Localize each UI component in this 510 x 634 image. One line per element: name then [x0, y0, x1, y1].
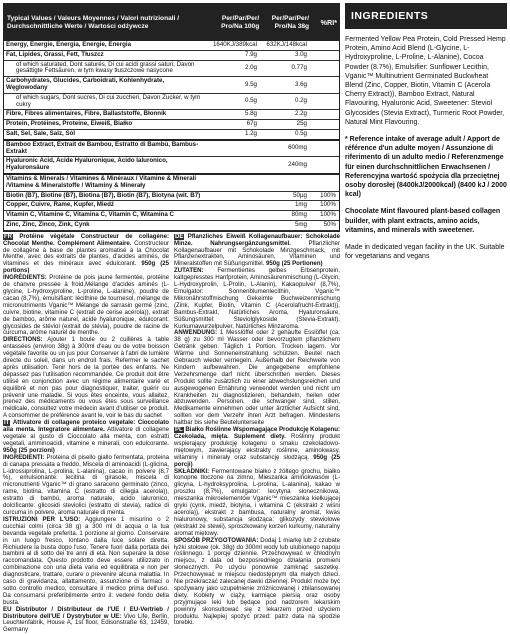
table-row: [4, 61, 339, 78]
made-in: Made in dedicated vegan facility in the UK. Suitable for vegetarians and vegans: [345, 244, 505, 261]
translations-de-pl: [174, 234, 340, 634]
language-tag: IT: [4, 420, 10, 427]
paragraph: [174, 427, 340, 468]
table-row: [4, 211, 339, 221]
row-label: Hyaluronic Acid, Acide Hyaluronique, Acido Ialuronico, Hyaluronsäure: [6, 157, 168, 172]
row-per100: 1640KJ/389kcal: [212, 41, 257, 48]
paragraph: [3, 275, 169, 337]
paragraph: [3, 517, 169, 607]
row-per38: 5mg: [294, 220, 307, 228]
row-per100: 2.0g: [244, 63, 257, 71]
row-ri: 100%: [320, 201, 336, 209]
row-per100: 1.2g: [244, 129, 257, 137]
paragraph: [3, 420, 169, 455]
row-per100: 9.5g: [244, 80, 257, 88]
row-per38: 80mg: [291, 211, 307, 219]
header-per38: Per/Par/Per/ Pro/Na 38g: [271, 15, 310, 30]
table-row: [4, 157, 339, 175]
row-per38: 3.6g: [294, 80, 307, 88]
paragraph-text: Attivatore di collagene proteico vegetale: Cioccolato alla menta. Integratore alimentare. Attivatore di collagene vegetale al gusto di Cioccolato alla menta, con estratti vegetali, amminoacidi, vitamine e minerali, con edulcorante. 950g (25 porzioni): [3, 419, 169, 454]
paragraph: [174, 469, 340, 538]
table-row: [4, 41, 339, 51]
paragraph-text: INGRÉDIENTS: Protéine de pois jaune fermentée, protéine de chanvre pressée à froid,Mélange d'acides aminés (L-glycine, L-hydroxyproline, L-proline, L-alanine), poudre de cacao (8,7%), émulsifiant: lécithine de tournesol, mélange de micronutriments Vganic™ Mélange de sarrasin germé (zinc, cuivre, biotine, vitamine C (extrait de cerise acérola)), extrait de bamboo, arôme naturel, acide hyaluronique, édulcorant: glycosides de stéviol (extrait de stévia), poudre de racine de curcuma, arôme naturel de menthe.: [3, 274, 169, 337]
table-row: [4, 94, 339, 111]
table-row: [4, 175, 339, 192]
paragraph: [3, 234, 169, 275]
table-row: [4, 130, 339, 141]
translations-fr-it: [3, 234, 169, 634]
row-per38: 2.2g: [294, 110, 307, 118]
paragraph-text: Pflanzliches Eiweiß Kollagenaufbauer: Schokolade Minze. Nahrungsergänzungsmittel. Pflanzlicher Kollagenaufbauer mit Schokolade Minzgeschmack, mit Pflanzenextrakten, Aminosäuren, Vitaminen und Mineralstoffen mit Süßungsmittel. 950g (25 Portionen): [174, 232, 340, 268]
table-row: [4, 51, 339, 61]
row-per38: 0.5g: [294, 129, 307, 137]
paragraph-text: DIRECTIONS: Ajouter 1 boule ou 2 cuillères à table entassées (environ 38g) à 300ml d'eau ou de votre boisson végétale favorite ou un jus pour Conserver à l'abri de lumière directe du soleil, dans un endroit frais. Refermer le sachet après utilisation. Tenir hors de la portée des enfants. Ne dépassez pas l'utilisation recommandée. Ce produit doit être utilisé en conjonction avec un régime alimentaire varié et équilibré et non pas pour diagnostiquer, traiter, guérir ou prévenir une maladie. Si vous êtes enceinte, vous allaitez, prenez des médicaments ou vous êtes sous surveillance médicale, consultez votre médecin avant d'utiliser ce produit. A consommer de préférence avant le, voir le bas du sachet: [3, 336, 169, 420]
paragraph-text: ISTRUZIONI PER L'USO: Aggiungere 1 misurino o 2 cucchiai colmi (circa 38 g) a 300 ml di acqua o la tua bevanda vegetale preferita. 1 porzione al giorno. Conservare in un luogo fresco, lontano dalla luce solare diretta. Richiudere la busta dopo l'uso. Tenere fuori dalla portata dei bambini al di sotto dei tre anni di età. Non superare la dose raccomandata. Questo prodotto deve essere utilizzato in combinazione con una dieta varia ed equilibrata e non per diagnosticare, trattare, curare o prevenire alcuna malattia. In caso di gravidanza, allattamento, assunzione di farmaci o sotto controllo medico, consultare il medico prima dell'uso. Da consumarsi preferibilmente entro il: vedere fondo della busta.: [3, 515, 169, 606]
table-row: [4, 221, 339, 231]
row-label: Biotin (B7), Biotine (B7), Biotina (B7), Biotin (B7), Biotyna (wit. B7): [6, 191, 201, 199]
paragraph-text: Białko Roślinne Wspomagające Produkcję Kolagenu: Czekolada, mięta. Suplement diety. Roślinny produkt wspierający produkcję kolagenu o smaku czekoladowo-miętowym, zawierający ekstrakty roślinne, aminokwasy, witaminy i minerały oraz substancję słodzącą. 950g (25 porcji): [174, 426, 340, 468]
nutrition-table-header: [4, 4, 339, 41]
row-per38: 600mg: [288, 144, 307, 152]
header-per100: Per/Par/Per/ Pro/Na 100g: [221, 15, 260, 30]
row-per38: 1mg: [294, 201, 307, 209]
nutrition-table: [3, 3, 340, 232]
row-label: Salt, Sel, Sale, Salz, Sól: [6, 129, 76, 137]
row-label: Energy, Energie, Energia, Energie, Energia: [6, 41, 132, 48]
row-label: Carbohydrates, Glucides, Carboidrati, Kohlenhydrate, Węglowodany: [6, 77, 165, 91]
row-per38: 632KJ/148kcal: [266, 41, 307, 48]
row-per100: 0.5g: [244, 97, 257, 105]
row-ri: 50%: [323, 220, 336, 228]
paragraph: [174, 538, 340, 628]
header-label: Typical Values / Valeurs Moyennes / Valori nutrizionali / Durchschnittliche Werte / Wartości odżywcze: [7, 15, 180, 30]
table-row: [4, 110, 339, 120]
paragraph-text: SKŁADNIKI: Fermentowane białko z żółtego grochu, białko konopne tłoczone na zimno, Mieszanka aminokwasów (L-glicyna, L-hydroksyprolina, L-prolina, L-alanina), kakao w proszku (8,7%), emulgator: lecytyna słonecznikowa, mieszanka mikroelementów Vganic™ mieszanka kiełkującej gryki (cynk, miedź, biotyna, i witamina C (ekstrakt z wiśni acerola)), ekstrakt z bambusa, naturalny aromat, kwas hialuronowy, substancja słodząca: glikozydy stewiolowe (ekstrakt ze stewii), sproszkowany korzeń kurkumy, naturalny aromat miętowy.: [174, 467, 340, 537]
table-row: [4, 192, 339, 202]
row-label: Fat, Lipides, Grassi, Fett, Tłuszcz: [6, 50, 104, 58]
row-label: Vitamin C, Vitamine C, Vitamina C, Vitamin C, Witamina C: [6, 211, 174, 219]
paragraph-text: ANWENDUNG: 1 Messlöffel oder 2 gehäufte Esslöffel (ca. 38 g) zu 300 ml Wasser oder bevorzugtem pflanzlichem Getränk geben. Täglich 1 Portion. Trocken lagern. Vor Wärme und Sonneneinstrahlung schützen. Beutel nach Gebrauch wieder verriegeln. Außerhalb der Reichweite von Kindern aufbewahren. Die angegebene empfohlene Verzehrsmenge darf nicht überschritten werden. Dieses Produkt sollte zusätzlich zu einer abwechslungsreichen und ausgewogenen Ernährung verwendet werden und nicht um Krankheiten zu diagnostizieren, behandeln, heilen oder abzuwenden. Personen, die schwanger sind, stillen, Medikamente einnehmen oder unter ärztlicher Aufsicht sind, sollten vor dem Verzehr ihren Arzt befragen. Mindestens haltbar bis siehe Beutelunterseite: [174, 329, 340, 427]
paragraph: [3, 455, 169, 517]
row-per100: 5.8g: [244, 110, 257, 118]
product-description: Chocolate Mint flavoured plant-based collagen builder, with plant extracts, amino acids, vitamins, and minerals with sweetener.: [345, 208, 501, 234]
row-ri: 100%: [320, 211, 336, 219]
language-tag: DE: [175, 233, 184, 240]
table-row: [4, 77, 339, 94]
translations: [3, 234, 340, 634]
left-panel: [3, 3, 340, 634]
ri-note: * Reference intake of average adult / Apport de référence d'un adulte moyen / Assunzione di riferimento di un adulto medio / Referenzmenge für einen durchschnittlichen Erwachsenen / Referencyjna wartość spożycia dla przeciętnej osoby dorosłej (8400kJ/2000kcal) (8400 kJ / 2000 kcal): [345, 136, 507, 199]
paragraph: [3, 607, 169, 634]
row-label: of which saturated, Dont saturés, Di cui acidi grassi saturi, Davon gesättigte Fettsäuren, w tym kwasy tłuszczowe nasycone: [16, 60, 195, 75]
row-per38: 240mg: [288, 160, 307, 168]
row-label: of which sugars, Dont sucres, Di cui zuccheri, Davon Zucker, w tym cukry: [16, 93, 201, 108]
language-tag: FR: [4, 233, 12, 240]
nutrition-table-body: [4, 41, 339, 231]
paragraph-text: Protéine végétale Constructeur de collagène: Chocolat Menthe. Complément Alimentaire. Constructeur de collagène à base de plantes aromatisé à la Chocolat Menthe, avec des extraits de plantes, d'acides aminés, de vitamines et des minéraux avec édulcorant. 950g (25 portions): [3, 232, 170, 275]
row-label: Protein, Protéines, Proteine, Eiweiß, Białko: [6, 120, 133, 128]
row-per38: 3.0g: [294, 50, 307, 58]
ingredients-list: Fermented Yellow Pea Protein, Cold Pressed Hemp Protein, Amino Acid Blend (L-Glycine, L-Hydroxyproline, L-Proline, L-Alanine), Cocoa Powder (8.7%), Emulsifier: Sunflower Lecithin, Vganic™ Multinutrient Germinated Buckwheat Blend (Zinc, Copper, Biotin, Vitamin C (Acerola Cherry Extract)), Bamboo Extract, Natural Flavouring, Hyaluronic Acid, Sweetener: Steviol Glycosides (Stevia Extract), Turmeric Root Powder, Natural Mint Flavouring.: [345, 36, 506, 126]
paragraph: [174, 234, 340, 269]
paragraph: [174, 268, 340, 330]
row-per100: 67g: [246, 120, 257, 128]
row-label: Bamboo Extract, Extrait de Bambou, Estratto di Bambù, Bambus-Extrakt: [6, 140, 199, 155]
row-label: Zinc, Zinc, Zinco, Zink, Cynk: [6, 220, 90, 228]
table-row: [4, 141, 339, 158]
row-per38: 0.2g: [294, 97, 307, 105]
row-per38: 25g: [296, 120, 307, 128]
paragraph-text: SPOSÓB PRZYGOTOWANIA: Dodaj 1 miarkę lub 2 czubate łyżki stołowe (ok. 38g) do 300ml wody lub ulubionego napoju roślinnego. 1 porcję dziennie. Przechowywać w chłodnym miejscu, z dala od bezpośredniego działania promieni słonecznych. Po użyciu ponownie zamknąć saszetkę. Przechowywać w miejscu niedostępnym dla małych dzieci. Nie przekraczać zalecanej dawki dziennej. Produkt może być spożywany jako uzupełnienie zróżnicowanej i zbilansowanej diety. Kobiety w ciąży, karmiące piersią oraz osoby przyjmujące leki lub będące pod nadzorem lekarskim powinny skonsultować się z lekarzem przed użyciem produktu. Najlepiej spożyć przed: patrz data na spodzie torebki.: [174, 536, 340, 627]
row-label: Copper, Cuivre, Rame, Kupfer, Miedź: [6, 201, 114, 209]
row-label: Fibre, Fibres alimentaires, Fibre, Ballaststoffe, Błonnik: [6, 110, 167, 118]
paragraph: [174, 330, 340, 427]
row-per38: 50µg: [293, 191, 307, 199]
row-per100: 7.9g: [244, 50, 257, 58]
paragraph-text: EU Distributor / Distributeur de l'UE / EU-Vertrieb / Distributore dell'UE / Dystrybutor w UE: Vivo Life, Berlin, Leuchtenfabrik, House A, 1st floor, Edisonstraße 63, 12459, Germany: [3, 605, 169, 634]
table-row: [4, 201, 339, 211]
row-per38: 0.77g: [291, 63, 307, 71]
language-tag: PL: [175, 427, 183, 434]
right-panel: [345, 3, 507, 269]
paragraph-text: ZUTATEN: Fermentiertes gelbes Erbsenprotein, kaltgepresstes Hanfprotein, Aminosäurenmischung (L-Glycin, L-Hydroxyprolin, L-Prolin, L-Alanin), Kakaopulver (8,7%), Emulgator: Sonnenblumenlecithin, Vganic™ Mikronährstoffmischung Gekeimte Buchweizenmischung (Zink, Kupfer, Biotin, Vitamin C (Acerolafrucht-Extrakt)), Bambus-Extrakt, Natürliches Aroma, Hyaluronsäure, Süßungsmittel: Steviolglykoside (Stevia-Extrakt), Kurkumawurzelpulver, Natürliches Minzaroma.: [174, 267, 340, 330]
header-ri: %RI*: [320, 18, 338, 27]
row-label: Vitamins & Minerals / Vitamines & Minéraux / Vitamine & Minerali /Vitamine & Mineralstoffe / Witaminy & Minerały: [6, 174, 197, 189]
paragraph: [3, 337, 169, 420]
row-ri: 100%: [320, 191, 336, 199]
ingredients-heading: INGREDIENTS: [345, 3, 507, 29]
paragraph-text: INGREDIENTI: Proteina di pisello giallo fermentata, proteina di canapa pressata a freddo, Miscela di aminoacidi (L-glicina, L-idrossiprolina, L-prolina, L-alanina), cacao in polvere (8,7 %), emulsionante: lecitina di girasole, miscela di micronutrienti Vganic™ di grano saraceno germinato (zinco, rame, biotina, vitamina C (estratto di ciliegia acerola)), estratto di bambù, aroma naturale, acido ialuronico, dolcificante: glicosidi steviolici (estratto di stevia), radice di curcuma in polvere, aroma naturale di menta.: [3, 453, 169, 516]
table-row: [4, 120, 339, 130]
